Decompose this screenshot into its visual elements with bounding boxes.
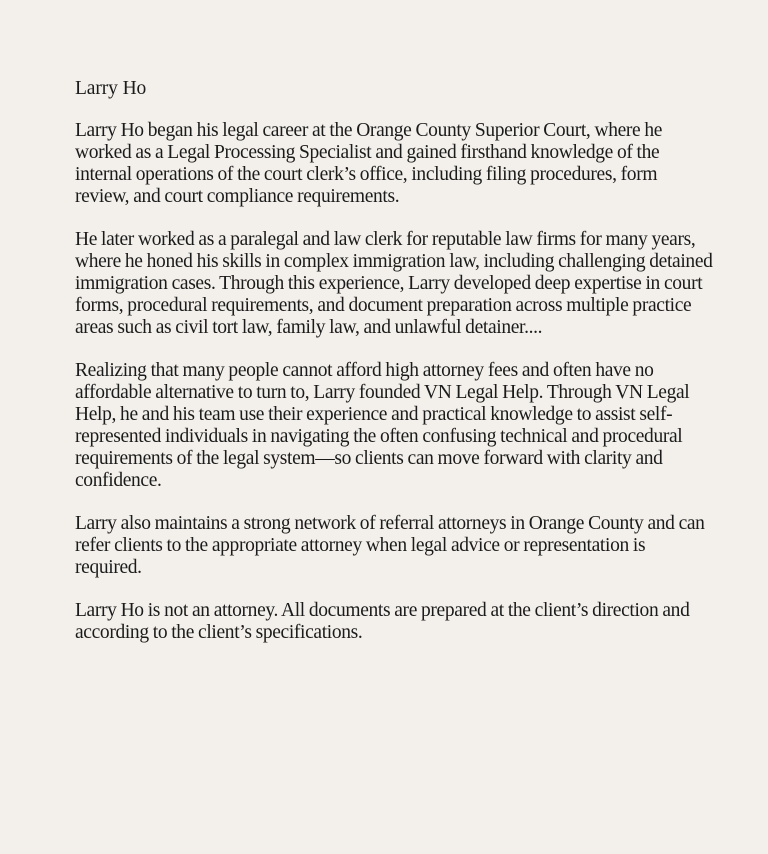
- bio-paragraph-referral-network: Larry also maintains a strong network of referral attorneys in Orange County and can refer clients to the appropriate attorney when legal advice or representation is required.: [75, 513, 705, 578]
- bio-paragraph-disclaimer: Larry Ho is not an attorney. All documents are prepared at the client’s direction and according to the client’s specifications.: [75, 600, 690, 643]
- bio-paragraph-career-start: Larry Ho began his legal career at the Orange County Superior Court, where he worked as a Legal Processing Specialist and gained firsthand knowledge of the internal operations of the court clerk’s office, including filing procedures, form review, and court compliance requirements.: [75, 120, 663, 207]
- bio-content: [75, 78, 715, 665]
- bio-paragraph-paralegal-experience: He later worked as a paralegal and law clerk for reputable law firms for many years, where he honed his skills in complex immigration law, including challenging detained immigration cases. Through this experience, Larry developed deep expertise in court forms, procedural requirements, and document preparation across multiple practice areas such as civil tort law, family law, and unlawful detainer....: [75, 229, 713, 338]
- bio-name-heading: Larry Ho: [75, 78, 147, 99]
- bio-paragraph-vn-legal-help: Realizing that many people cannot afford high attorney fees and often have no affordable alternative to turn to, Larry founded VN Legal Help. Through VN Legal Help, he and his team use their experience and practical knowledge to assist self-represented individuals in navigating the often confusing technical and procedural requirements of the legal system—so clients can move forward with clarity and confidence.: [75, 360, 690, 491]
